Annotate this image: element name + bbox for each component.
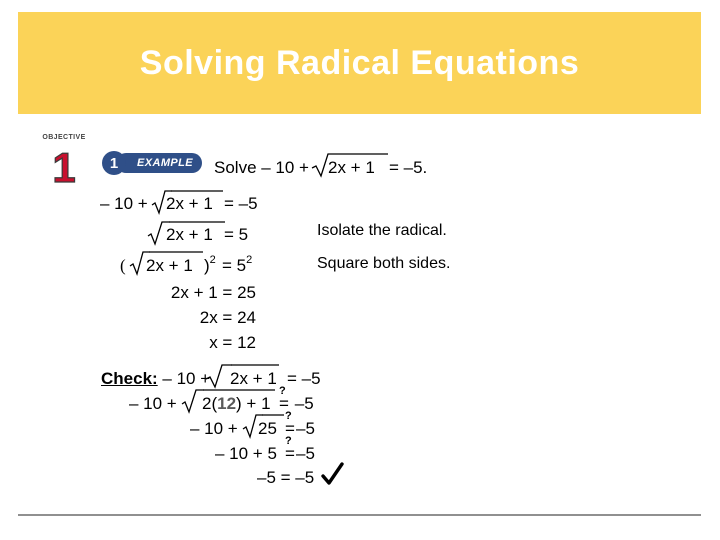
check-4-question-mark: ? [285,435,292,447]
check-5: –5 = –5 [257,468,315,487]
check-4-relation [284,435,315,463]
check-2-radicand-post: ) + 1 [236,394,271,413]
check-3-rest: –5 [296,419,315,438]
step-3-rhs: = 5 [222,256,247,275]
step-3-rhs-exponent: 2 [246,254,253,266]
check-2-substituted-value: 12 [217,394,237,413]
step-3-close [204,254,216,275]
step-3-rest [222,254,253,275]
problem-radicand: 2x + 1 [328,158,375,177]
objective-label: OBJECTIVE [42,134,86,141]
question-equals-icon: ? = [285,410,295,438]
note-square: Square both sides. [317,255,451,272]
check-2-radicand [202,395,271,412]
check-2-question-mark: ? [279,385,286,397]
example-label: EXAMPLE [137,157,193,169]
problem-lead: Solve – 10 + [214,158,309,177]
check-2-lead: – 10 + [129,394,177,413]
step-3-close-paren: ) [204,256,210,275]
note-isolate: Isolate the radical. [317,222,447,239]
check-1-lead: – 10 + [162,369,211,388]
objective-number-icon [38,134,90,190]
objective-number: 1 [52,144,76,190]
check-2-radicand-pre: 2( [202,394,218,413]
check-4-rest: –5 [296,444,315,463]
step-6: x = 12 [209,333,256,352]
vinculum [149,250,203,254]
example-number: 1 [102,151,126,175]
vinculum [169,220,225,224]
step-4: 2x + 1 = 25 [170,283,256,302]
step-1-radicand: 2x + 1 [166,194,213,213]
check-1-rest: = –5 [287,369,321,388]
slide-title: Solving Radical Equations [139,43,580,82]
check-1-radicand: 2x + 1 [230,369,277,388]
radical-sign [204,363,232,391]
vinculum [231,363,279,367]
step-2-rest: = 5 [224,225,249,244]
problem-rest: = –5. [389,158,428,177]
objective-badge [38,134,90,190]
step-5: 2x = 24 [199,308,256,327]
check-3-lead: – 10 + [190,419,238,438]
check-3-question-mark: ? [285,410,292,422]
check-line-1 [101,370,210,387]
check-4-lead: – 10 + 5 [215,444,277,463]
step-3-exponent: 2 [209,254,216,266]
check-2-rest: –5 [294,394,314,413]
example-badge [102,151,202,175]
check-3-radicand: 25 [258,419,277,438]
vinculum [262,413,286,417]
example-pill [116,153,202,173]
question-equals-icon: ? = [285,435,295,463]
vinculum [203,388,275,392]
step-1-lead: – 10 + [100,194,148,213]
step-2-radicand: 2x + 1 [166,225,213,244]
title-bar [18,12,701,114]
vinculum [336,152,388,156]
check-2-relation [278,385,314,413]
checkmark-icon [320,461,346,487]
step-1-rest: = –5 [224,194,258,213]
radical-sign [180,388,204,416]
check-label: Check: [101,369,158,388]
bottom-rule [18,514,701,516]
step-3-open-paren: ( [120,256,126,275]
vinculum [171,189,223,193]
question-equals-icon: ? = [279,385,289,413]
step-3-radicand: 2x + 1 [146,256,193,275]
